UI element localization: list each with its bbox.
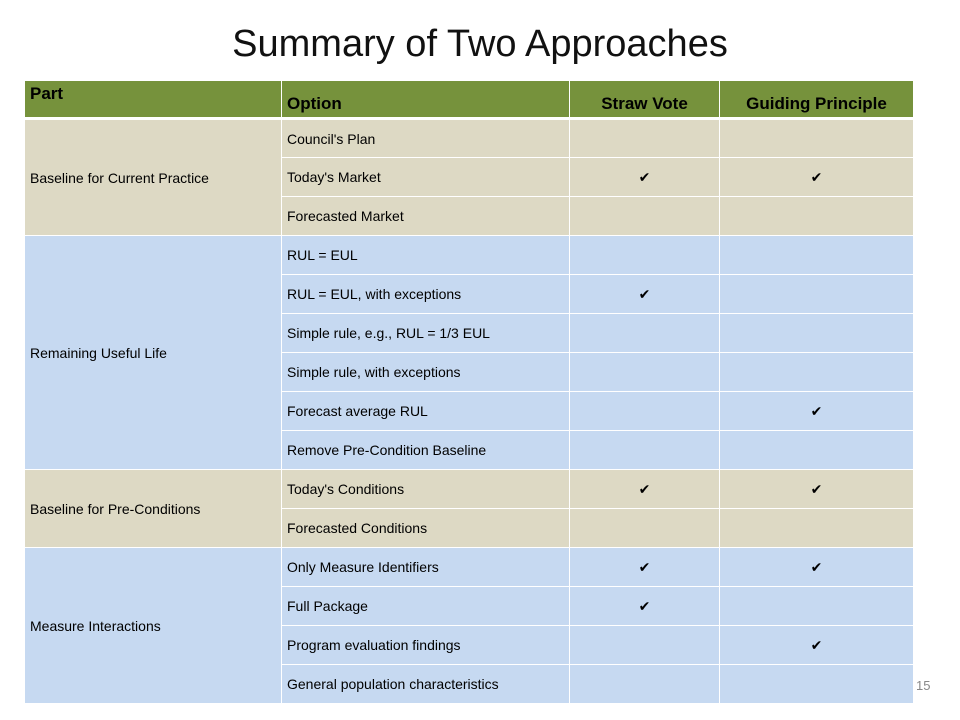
straw-vote-cell bbox=[570, 665, 720, 704]
option-cell: Council's Plan bbox=[282, 119, 570, 158]
guiding-principle-cell bbox=[720, 119, 914, 158]
guiding-principle-cell bbox=[720, 548, 914, 587]
checkmark-icon: ✔ bbox=[638, 597, 651, 614]
table-row bbox=[25, 119, 914, 158]
guiding-principle-cell bbox=[720, 392, 914, 431]
guiding-principle-cell bbox=[720, 665, 914, 704]
guiding-principle-cell bbox=[720, 158, 914, 197]
guiding-principle-cell bbox=[720, 275, 914, 314]
option-cell: Forecasted Conditions bbox=[282, 509, 570, 548]
straw-vote-cell bbox=[570, 509, 720, 548]
part-cell: Measure Interactions bbox=[25, 548, 282, 704]
straw-vote-cell bbox=[570, 236, 720, 275]
guiding-principle-cell bbox=[720, 470, 914, 509]
option-cell: Only Measure Identifiers bbox=[282, 548, 570, 587]
straw-vote-cell bbox=[570, 548, 720, 587]
guiding-principle-cell bbox=[720, 236, 914, 275]
option-cell: Forecasted Market bbox=[282, 197, 570, 236]
option-cell: RUL = EUL bbox=[282, 236, 570, 275]
table-body bbox=[25, 119, 914, 704]
option-cell: RUL = EUL, with exceptions bbox=[282, 275, 570, 314]
checkmark-icon: ✔ bbox=[810, 168, 823, 185]
option-cell: Today's Market bbox=[282, 158, 570, 197]
guiding-principle-cell bbox=[720, 626, 914, 665]
checkmark-icon: ✔ bbox=[810, 636, 823, 653]
straw-vote-cell bbox=[570, 314, 720, 353]
straw-vote-cell bbox=[570, 431, 720, 470]
part-cell: Baseline for Current Practice bbox=[25, 119, 282, 236]
straw-vote-cell bbox=[570, 197, 720, 236]
option-cell: Program evaluation findings bbox=[282, 626, 570, 665]
straw-vote-cell bbox=[570, 119, 720, 158]
guiding-principle-cell bbox=[720, 587, 914, 626]
guiding-principle-cell bbox=[720, 314, 914, 353]
header-part: Part bbox=[25, 81, 282, 119]
part-cell: Remaining Useful Life bbox=[25, 236, 282, 470]
table-row bbox=[25, 470, 914, 509]
option-cell: Today's Conditions bbox=[282, 470, 570, 509]
option-cell: Full Package bbox=[282, 587, 570, 626]
straw-vote-cell bbox=[570, 353, 720, 392]
table-row bbox=[25, 236, 914, 275]
straw-vote-cell bbox=[570, 587, 720, 626]
guiding-principle-cell bbox=[720, 431, 914, 470]
checkmark-icon: ✔ bbox=[810, 558, 823, 575]
header-guiding-principle: Guiding Principle bbox=[720, 81, 914, 119]
straw-vote-cell bbox=[570, 626, 720, 665]
straw-vote-cell bbox=[570, 275, 720, 314]
guiding-principle-cell bbox=[720, 353, 914, 392]
guiding-principle-cell bbox=[720, 509, 914, 548]
slide-title: Summary of Two Approaches bbox=[232, 23, 728, 65]
option-cell: Simple rule, with exceptions bbox=[282, 353, 570, 392]
header-option: Option bbox=[282, 81, 570, 119]
checkmark-icon: ✔ bbox=[638, 168, 651, 185]
checkmark-icon: ✔ bbox=[638, 480, 651, 497]
checkmark-icon: ✔ bbox=[810, 480, 823, 497]
option-cell: Remove Pre-Condition Baseline bbox=[282, 431, 570, 470]
checkmark-icon: ✔ bbox=[638, 558, 651, 575]
table-row bbox=[25, 548, 914, 587]
option-cell: Simple rule, e.g., RUL = 1/3 EUL bbox=[282, 314, 570, 353]
option-cell: General population characteristics bbox=[282, 665, 570, 704]
straw-vote-cell bbox=[570, 158, 720, 197]
guiding-principle-cell bbox=[720, 197, 914, 236]
option-cell: Forecast average RUL bbox=[282, 392, 570, 431]
header-straw-vote: Straw Vote bbox=[570, 81, 720, 119]
part-cell: Baseline for Pre-Conditions bbox=[25, 470, 282, 548]
table-header-row bbox=[25, 81, 914, 119]
checkmark-icon: ✔ bbox=[810, 402, 823, 419]
straw-vote-cell bbox=[570, 392, 720, 431]
summary-table bbox=[24, 80, 914, 704]
page-number: 15 bbox=[916, 678, 931, 693]
checkmark-icon: ✔ bbox=[638, 285, 651, 302]
straw-vote-cell bbox=[570, 470, 720, 509]
